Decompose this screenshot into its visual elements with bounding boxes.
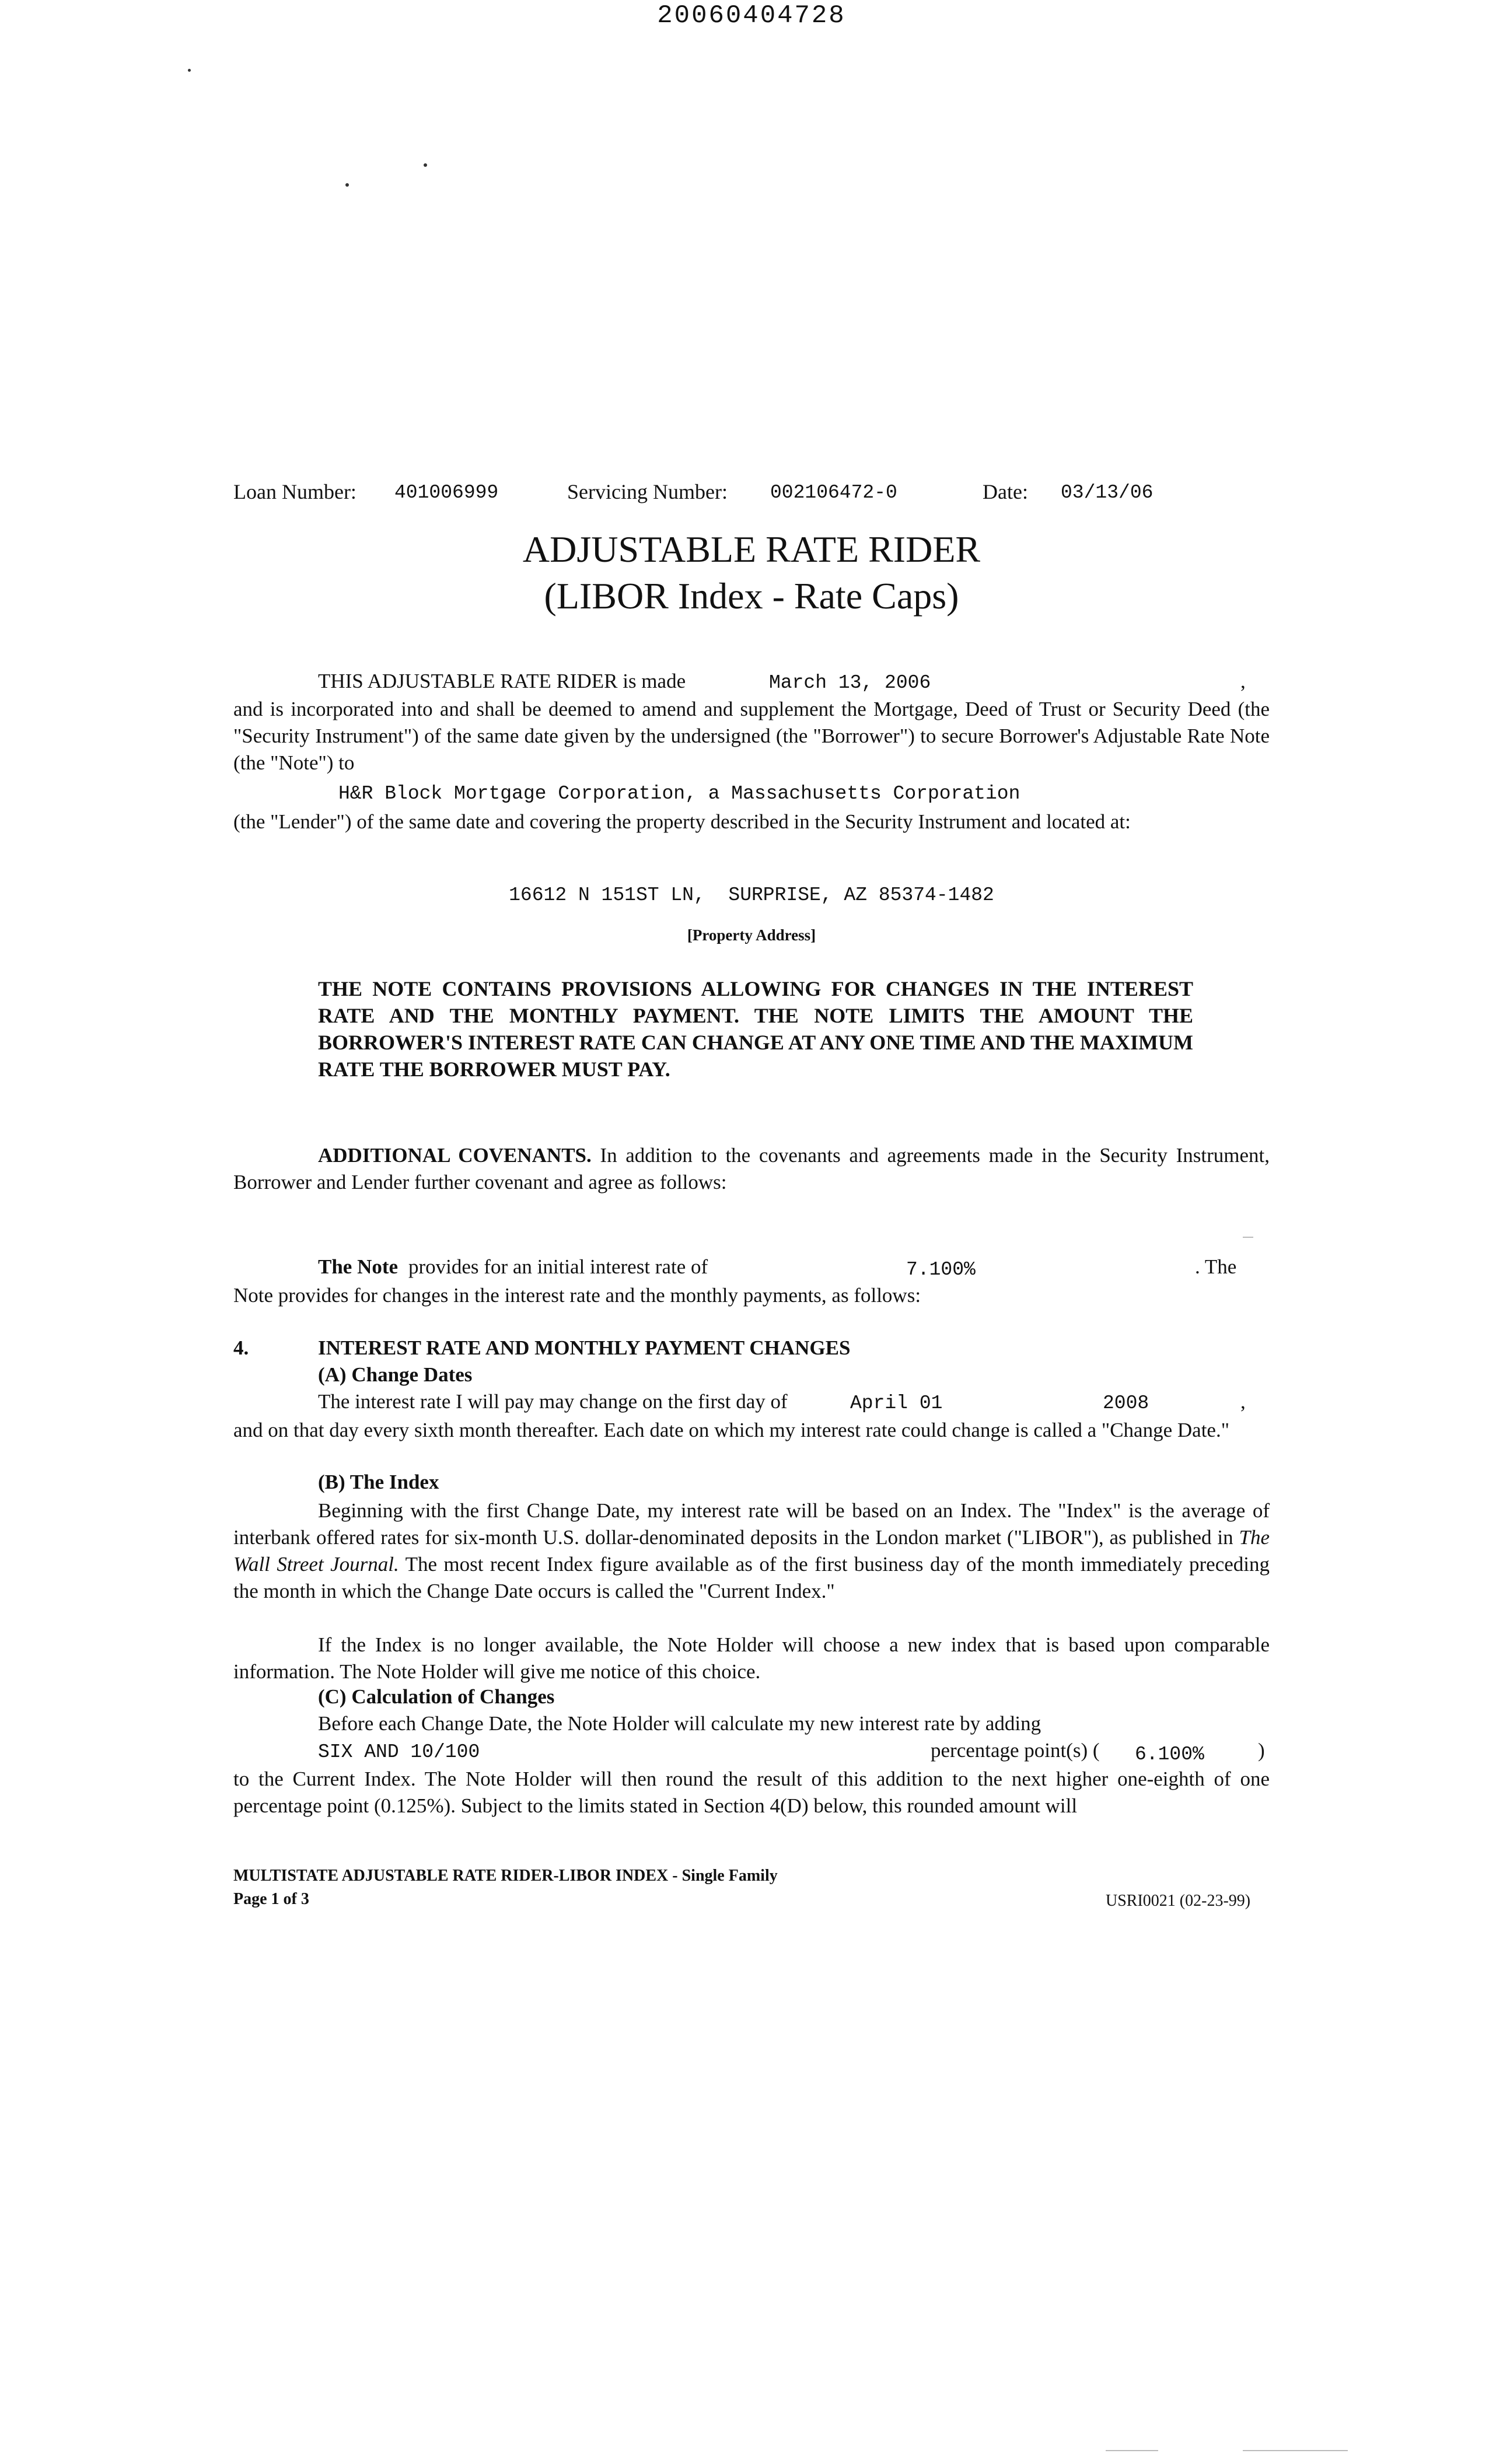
scan-speck — [424, 163, 427, 167]
initial-rate-suffix: . The — [1195, 1255, 1237, 1278]
loan-number-label: Loan Number: — [233, 480, 356, 503]
initial-rate-prefix: provides for an initial interest rate of — [408, 1255, 708, 1278]
property-address: 16612 N 151ST LN, SURPRISE, AZ 85374-1482 — [509, 884, 994, 906]
lender-body: (the "Lender") of the same date and covering the property described in the Security Instrument and located at: — [233, 810, 1131, 833]
intro-made-prefix: THIS ADJUSTABLE RATE RIDER is made — [318, 670, 686, 692]
servicing-number: 002106472-0 — [770, 482, 897, 503]
margin-percent: 6.100% — [1135, 1744, 1204, 1765]
scan-speck — [188, 69, 191, 72]
margin-line — [233, 1739, 1270, 1768]
loan-header — [233, 480, 1284, 509]
intro-body: and is incorporated into and shall be deemed to amend and supplement the Mortgage, Deed of Trust or Security Deed (the "Security Instrument") of the same date given by the undersigned (the "Borrower") to secure Borrower's Adjustable Rate Note (the "Note") to — [233, 698, 1270, 774]
scan-speck — [345, 183, 349, 187]
loan-number: 401006999 — [394, 482, 499, 503]
index-body — [233, 1497, 1270, 1605]
calculation-intro: Before each Change Date, the Note Holder will calculate my new interest rate by adding — [318, 1712, 1041, 1735]
page-number: Page 1 of 3 — [233, 1890, 309, 1908]
change-date-body: and on that day every sixth month thereafter. Each date on which my interest rate could change is called a "Change Date." — [233, 1419, 1229, 1441]
section-4b-heading: (B) The Index — [318, 1471, 439, 1493]
property-address-line — [0, 884, 1503, 914]
additional-covenants — [233, 1142, 1270, 1196]
form-code: USRI0021 (02-23-99) — [1106, 1892, 1251, 1910]
section-4b-heading-line — [233, 1471, 1270, 1500]
covenants-heading: ADDITIONAL COVENANTS. — [318, 1144, 592, 1167]
index-body-part2: The most recent Index figure available as of the first business day of the month immediately preceding the month in which the Change Date occurs is called the "Current Index." — [233, 1553, 1270, 1602]
margin-words: SIX AND 10/100 — [318, 1741, 480, 1763]
index-body-part1: Beginning with the first Change Date, my interest rate will be based on an Index. The "Index" is the average of interbank offered rates for six-month U.S. dollar-denominated deposits in the London market ("LIBOR"), as published in — [233, 1499, 1270, 1549]
lender-name-text: H&R Block Mortgage Corporation, a Massachusetts Corporation — [338, 783, 1020, 804]
first-change-year: 2008 — [1103, 1392, 1149, 1414]
change-date-line — [233, 1390, 1270, 1419]
intro-made-line — [233, 670, 1270, 699]
rider-date: March 13, 2006 — [769, 672, 931, 694]
covenants-body: In addition to the covenants and agreements made in the Security Instrument, Borrower and Lender further covenant and agree as follows: — [233, 1144, 1270, 1194]
document-id: 20060404728 — [657, 1, 846, 30]
initial-interest-rate: 7.100% — [906, 1259, 976, 1280]
first-change-month: April 01 — [850, 1392, 943, 1414]
calculation-body: to the Current Index. The Note Holder will then round the result of this addition to the next higher one-eighth of one percentage point (0.125%). Subject to the limits stated in Section 4(D) below, this rounded amount will — [233, 1768, 1270, 1817]
header-date: 03/13/06 — [1061, 482, 1154, 503]
servicing-number-label: Servicing Number: — [567, 480, 728, 503]
calculation-line1 — [233, 1712, 1270, 1741]
journal-name: The Wall Street Journal. — [233, 1526, 1270, 1576]
index-replacement-text: If the Index is no longer available, the Note Holder will choose a new index that is based upon comparable information. The Note Holder will give me notice of this choice. — [233, 1633, 1270, 1683]
property-address-label: [Property Address] — [687, 926, 816, 944]
margin-points-label: percentage point(s) ( — [931, 1739, 1100, 1762]
change-date-prefix: The interest rate I will pay may change on the first day of — [318, 1390, 788, 1413]
document-title: ADJUSTABLE RATE RIDER — [522, 528, 981, 570]
initial-rate-line2: Note provides for changes in the interest rate and the monthly payments, as follows: — [233, 1284, 921, 1307]
scan-mark — [1243, 2450, 1348, 2451]
initial-rate-line — [233, 1255, 1270, 1284]
section-4-heading-line — [233, 1336, 1270, 1366]
change-date-comma: , — [1240, 1390, 1246, 1413]
lender-name — [338, 783, 1375, 812]
scan-mark — [1106, 2450, 1158, 2451]
intro-comma: , — [1240, 670, 1246, 692]
section-4a-heading-line — [233, 1363, 1270, 1392]
date-label: Date: — [983, 480, 1028, 503]
initial-rate-prefix-bold: The Note — [318, 1255, 399, 1278]
form-title: MULTISTATE ADJUSTABLE RATE RIDER-LIBOR INDEX - Single Family — [233, 1867, 778, 1885]
margin-close-paren: ) — [1258, 1739, 1265, 1762]
section-4c-heading-line — [233, 1685, 1270, 1714]
section-4-number: 4. — [233, 1336, 249, 1359]
scan-mark — [1243, 1237, 1253, 1238]
index-replacement-body — [233, 1632, 1270, 1685]
section-4-heading: INTEREST RATE AND MONTHLY PAYMENT CHANGES — [318, 1336, 851, 1359]
section-4c-heading: (C) Calculation of Changes — [318, 1685, 555, 1708]
section-4a-heading: (A) Change Dates — [318, 1363, 473, 1386]
notice-block: THE NOTE CONTAINS PROVISIONS ALLOWING FOR CHANGES IN THE INTEREST RATE AND THE MONTHLY PAYMENT. THE NOTE LIMITS THE AMOUNT THE BORROWER'S INTEREST RATE CAN CHANGE AT ANY ONE TIME AND THE MAXIMUM RATE THE BORROWER MUST PAY. — [318, 977, 1193, 1081]
document-subtitle: (LIBOR Index - Rate Caps) — [544, 575, 959, 617]
